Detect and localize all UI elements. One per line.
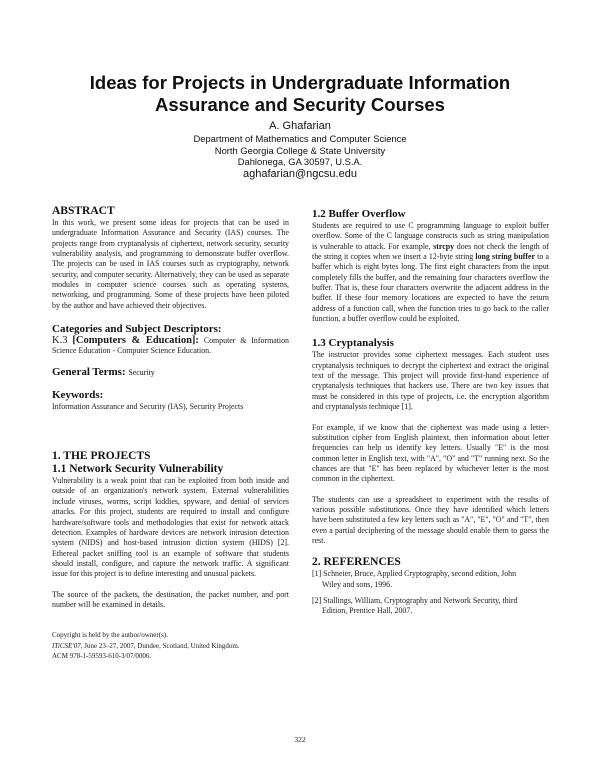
subsection-1-1-heading: 1.1 Network Security Vulnerability [52, 463, 224, 476]
left-column [52, 205, 289, 662]
references-section: 2. REFERENCES [1] Schneier, Bruce, Applied Cryptography, second edition, John Wiley and sons, 1996. [2] Stallings, William, Cryptography and Network Security, third Edition, Prentice Hall, 2007. [312, 556, 549, 616]
subsection-buffer-overflow: 1.2 Buffer Overflow Students are required to use C programming language to exploit buffer overflow. Some of the C language constructs such as string manipulation is vulnerable to attack. For example, strcpy does not check the length of the string it copies when we insert a 12-byte string long string buffer to a buffer which is eight bytes long. The first eight characters from the input completely fills the buffer, and the remaining four characters overflow the buffer. That is, these four characters overwrite the adjacent address in the buffer. If these four memory locations are expected to have the return address of a function call, when the function tries to go back to the caller function, a buffer overflow could be exploited. [312, 208, 549, 324]
abstract-text: In this work, we present some ideas for projects that can be used in undergraduate Information Assurance and Security (IAS) courses. The projects range from cryptanalysis of ciphertext, network security, security vulnerability analysis, and programming to demonstrate buffer overflow. The projects can be used in IAS courses such as cryptography, network security, and computer security. Alternatively, they can be used as separate modules in computer science courses such as operating systems, networking, and programming. Some of these projects have been piloted by the author and have achieved their objectives. [52, 218, 289, 310]
author-name: A. Ghafarian [269, 120, 331, 132]
categories-heading: Categories and Subject Descriptors: [52, 323, 222, 336]
abstract-heading: ABSTRACT [52, 205, 115, 217]
author-affiliation: Department of Mathematics and Computer Science North Georgia College & State University Dahlonega, GA 30597, U.S.A. [193, 133, 407, 167]
categories-section: Categories and Subject Descriptors: K.3 [Computers & Education]: Computer & Information Science Education - Computer Science Education. [52, 323, 289, 356]
right-column [312, 208, 549, 617]
abstract-section [52, 205, 289, 311]
copyright-notice: Copyright is held by the author/owner(s). ITiCSE'07, June 23–27, 2007, Dundee, Scotland, United Kingdom. ACM 978-1-59593-610-3/07/0006. [52, 631, 240, 661]
general-terms: General Terms: Security [52, 365, 155, 378]
reference-item: [1] Schneier, Bruce, Applied Cryptography, second edition, John Wiley and sons, 1996. [312, 569, 517, 589]
keywords-section: Keywords: Information Assurance and Security (IAS), Security Projects [52, 388, 244, 411]
reference-item: [2] Stallings, William, Cryptography and Network Security, third Edition, Prentice Hall, 2007. [312, 595, 518, 616]
subsection-cryptanalysis: 1.3 Cryptanalysis The instructor provides some ciphertext messages. Each student uses cryptanalysis techniques to decrypt the ciphertext and extract the original text of the message. This project will provide first-hand experience of cryptanalysis techniques that hackers use. There are two key issues that must be considered in this type of projects, i.e. the encryption algorithm and cryptanalysis technique [1]. For example, if we know that the ciphertext was made using a letter-substitution cipher from English plaintext, then information about letter frequencies can help us identify key letters. Usually "E" is the most common letter in English text, with "A", "O" and "T" running next. So the chances are that "E" has been replaced by whichever letter is the most common in the ciphertext. The students can use a spreadsheet to experiment with the results of various possible substitutions. Once they have identified which letters have been substituted a few key letters such as "A", "E", "O" and "T", then even a partial deciphering of the message should enable them to guess the rest. [312, 337, 549, 545]
paper-title: Ideas for Projects in Undergraduate Information Assurance and Security Courses [89, 72, 511, 115]
page-number: 322 [294, 735, 306, 744]
section-projects: 1. THE PROJECTS 1.1 Network Security Vulnerability Vulnerability is a weak point that can be exploited from both inside and outside of an organization's network system. External vulnerabilities include viruses, worms, script kiddies, spyware, and denial of services attacks. For this project, students are required to install and configure hardware/software tools and methodologies that exist for network attack detection. Examples of hardware devices are network intrusion detection system (NIDS) and host-based intrusion diction system (HIDS) [2]. Ethereal packet sniffing tool is an example of software that students should install, configure, and capture the network traffic. A significant issue for this project is to define interesting and unusual packets. The source of the packets, the destination, the packet number, and port number will be examined in details. [52, 450, 289, 609]
author-email: aghafarian@ngcsu.edu [243, 168, 357, 180]
